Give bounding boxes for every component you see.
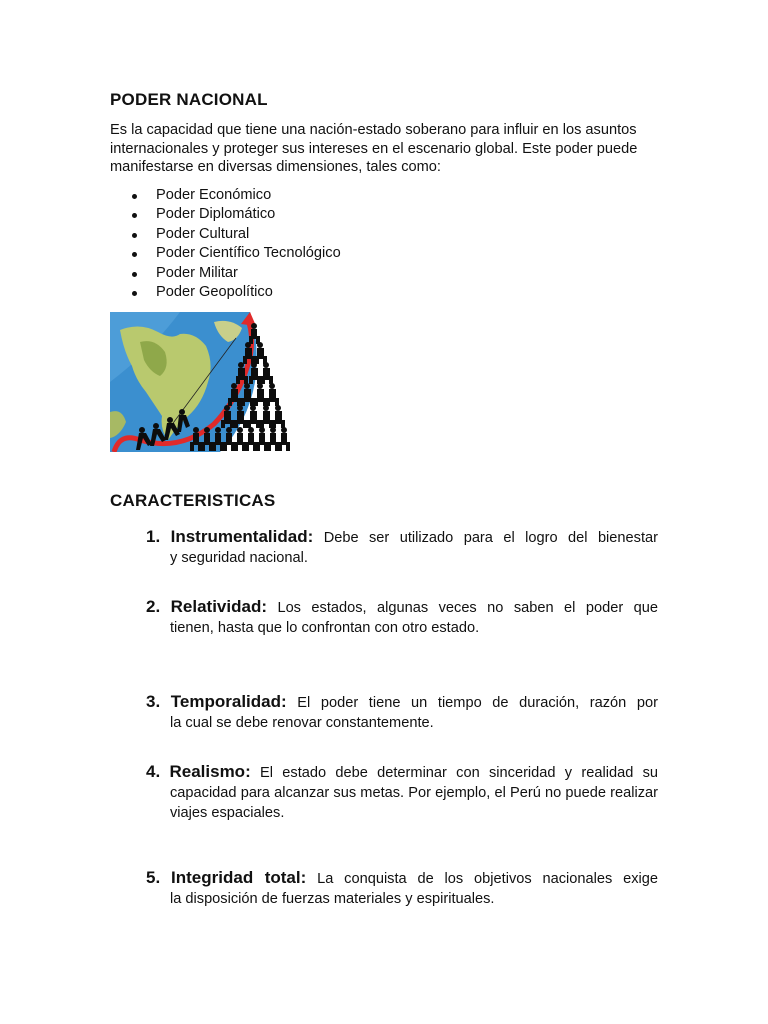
- section-title-caracteristicas: CARACTERISTICAS: [110, 491, 276, 510]
- item-text: La conquista de los objetivos nacionales exige: [317, 871, 658, 887]
- list-item: Poder Geopolítico: [110, 283, 341, 302]
- list-item: [146, 692, 658, 734]
- list-item: Poder Científico Tecnológico: [110, 244, 341, 263]
- bullet-icon: [132, 291, 137, 296]
- bullet-icon: [132, 252, 137, 257]
- item-number: 1.: [146, 527, 161, 546]
- list-item: [146, 868, 658, 910]
- list-item: Poder Diplomático: [110, 205, 341, 224]
- item-number: 3.: [146, 692, 161, 711]
- item-term: Relatividad:: [170, 597, 267, 616]
- list-item: Poder Militar: [110, 264, 341, 283]
- item-term: Temporalidad:: [170, 692, 287, 711]
- item-number: 2.: [146, 597, 161, 616]
- item-text: Debe ser utilizado para el logro del bienestar: [323, 530, 658, 546]
- bullet-icon: [132, 213, 137, 218]
- item-text-continued: capacidad para alcanzar sus metas. Por ejemplo, el Perú no puede realizar viajes espaciales.: [170, 784, 658, 821]
- bullet-icon: [132, 194, 137, 199]
- item-number: 5.: [146, 868, 161, 887]
- item-text: El estado debe determinar con sinceridad y realidad su: [260, 765, 659, 781]
- list-item: [146, 597, 658, 639]
- item-text-continued: la disposición de fuerzas materiales y espirituales.: [170, 890, 495, 907]
- power-dimensions-list: [110, 186, 341, 302]
- list-item: Poder Cultural: [110, 225, 341, 244]
- globe-human-pyramid-illustration: [110, 312, 290, 452]
- bullet-icon: [132, 233, 137, 238]
- item-text-continued: tienen, hasta que lo confrontan con otro estado.: [170, 619, 480, 636]
- intro-paragraph: Es la capacidad que tiene una nación-estado soberano para influir en los asuntos internacionales y proteger sus intereses en el escenario global. Este poder puede manifestarse en diversas dimensiones, tales como:: [110, 122, 638, 176]
- item-text: El poder tiene un tiempo de duración, razón por: [297, 695, 658, 711]
- item-text-continued: y seguridad nacional.: [170, 549, 308, 566]
- item-number: 4.: [146, 762, 161, 781]
- item-term: Realismo:: [169, 762, 251, 781]
- item-term: Instrumentalidad:: [170, 527, 314, 546]
- item-text: Los estados, algunas veces no saben el poder que: [277, 600, 658, 616]
- list-item: Poder Económico: [110, 186, 341, 205]
- list-item: [146, 527, 658, 569]
- item-text-continued: la cual se debe renovar constantemente.: [170, 714, 434, 731]
- section-title-poder-nacional: PODER NACIONAL: [110, 90, 268, 109]
- bullet-icon: [132, 272, 137, 277]
- item-term: Integridad total:: [171, 868, 307, 887]
- list-item: [146, 762, 658, 823]
